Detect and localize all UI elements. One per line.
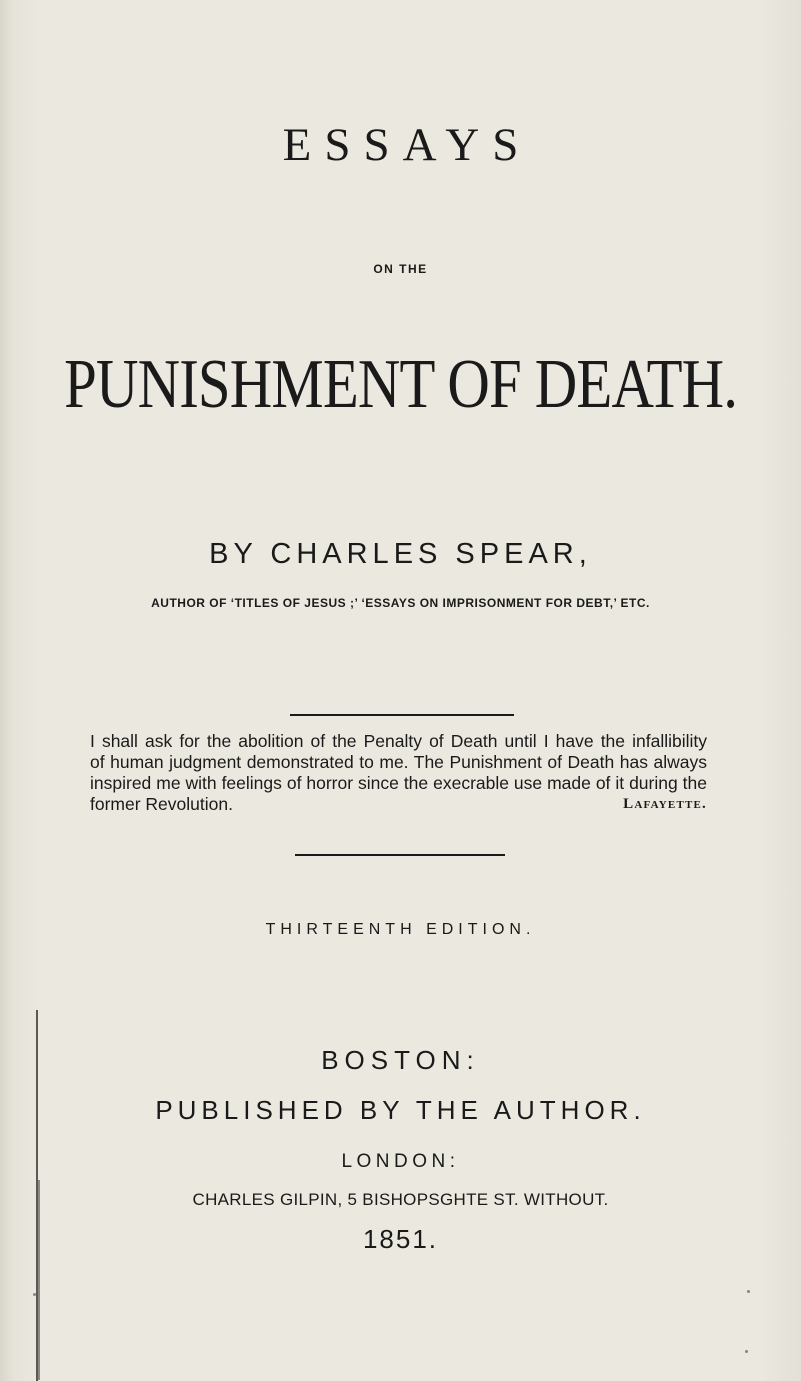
binding-edge-line (38, 1180, 40, 1380)
epigraph-line: I shall ask for the abolition of the Penalty of Death until I have the infallibility (90, 731, 707, 751)
paper-speck (745, 1350, 748, 1353)
publication-year: 1851. (362, 1224, 439, 1254)
epigraph-last-line (90, 794, 707, 815)
epigraph-line: inspired me with feelings of horror since the execrable use made of it during the (90, 773, 707, 793)
publication-city: BOSTON: (321, 1045, 480, 1075)
epigraph-attribution: Lafayette. (623, 796, 707, 812)
second-publisher: CHARLES GILPIN, 5 BISHOPSGHTE ST. WITHOUT. (192, 1190, 609, 1209)
paper-speck (747, 1290, 750, 1293)
paper-speck (33, 1293, 36, 1296)
author-line: BY CHARLES SPEAR, (209, 538, 592, 570)
on-the-text: ON THE (373, 262, 428, 276)
publisher-line: PUBLISHED BY THE AUTHOR. (155, 1095, 646, 1125)
epigraph-line: former Revolution. (90, 794, 233, 814)
author-credits: AUTHOR OF ‘TITLES OF JESUS ;’ ‘ESSAYS ON IMPRISONMENT FOR DEBT,’ ETC. (151, 596, 650, 610)
divider-rule-top (290, 714, 514, 716)
edition-line: THIRTEENTH EDITION. (265, 921, 536, 938)
epigraph (90, 731, 707, 815)
divider-rule-bottom (295, 854, 505, 856)
essays-heading: ESSAYS (282, 119, 532, 171)
main-title: PUNISHMENT OF DEATH. (64, 346, 738, 423)
second-city: LONDON: (341, 1151, 460, 1172)
epigraph-line: of human judgment demonstrated to me. The Punishment of Death has always (90, 752, 707, 772)
